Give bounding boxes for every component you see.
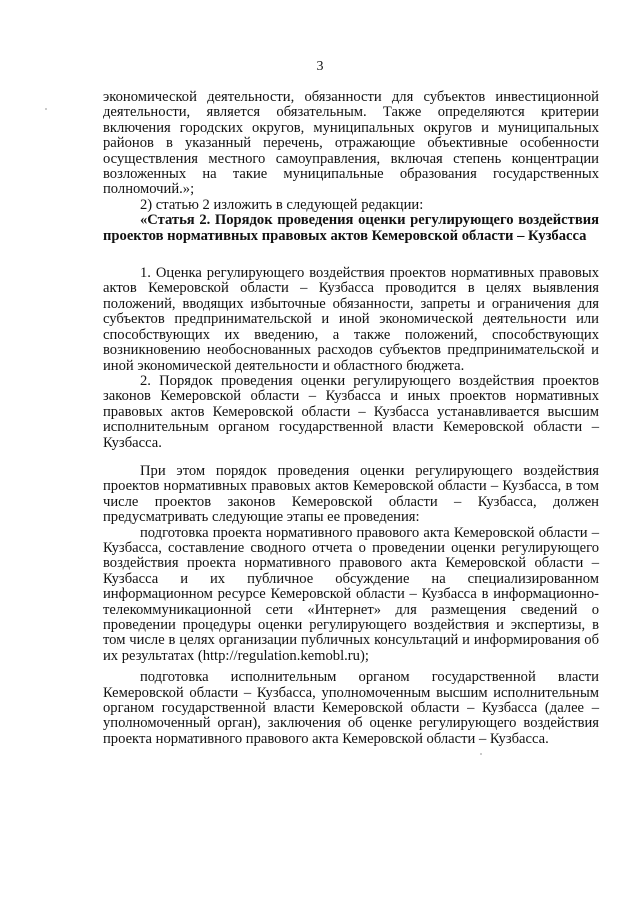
document-body [103,90,599,747]
paragraph-clause-2: 2. Порядок проведения оценки регулирующего воздействия проектов законов Кемеровской области – Кузбасса и иных проектов нормативных правовых актов Кемеровской области – Кузбасса устанавливается высшим исполнительным органом государственной власти Кемеровской области – Кузбасса. [103,372,599,451]
paragraph-procedure-intro: При этом порядок проведения оценки регулирующего воздействия проектов нормативных правовых актов Кемеровской области – Кузбасса, в том числе проектов законов Кемеровской области – Кузбасса, должен предусматривать следующие этапы ее проведения: [103,462,599,526]
scan-speck [480,753,482,755]
paragraph-clause-1: 1. Оценка регулирующего воздействия проектов нормативных правовых актов Кемеровской области – Кузбасса проводится в целях выявления положений, вводящих избыточные обязанности, запреты и ограничения для субъектов предпринимательской и иной экономической деятельности или способствующих их введению, а также положений, способствующих возникновению необоснованных расходов субъектов предпринимательской и иной экономической деятельности и областного бюджета. [103,265,599,374]
paragraph-stage-1: подготовка проекта нормативного правового акта Кемеровской области – Кузбасса, составление сводного отчета о проведении оценки регулирующего воздействия проекта нормативного правового акта Кемеровской области – Кузбасса и их публичное обсуждение на специализированном информационном ресурсе Кемеровской области – Кузбасса в информационно-телекоммуникационной сети «Интернет» для размещения сведений о проведении процедуры оценки регулирующего воздействия и экспертизы, в том числе в целях организации публичных консультаций и информирования об их результатах (http://regulation.kemobl.ru); [103,524,599,664]
scan-speck [45,108,47,110]
page-number: 3 [316,59,324,74]
paragraph-stage-2: подготовка исполнительным органом государственной власти Кемеровской области – Кузбасса, уполномоченным высшим исполнительным органом государственной власти Кемеровской области – Кузбасса (далее – уполномоченный орган), заключения об оценке регулирующего воздействия проекта нормативного правового акта Кемеровской области – Кузбасса. [103,669,599,747]
paragraph-amendment-item: 2) статью 2 изложить в следующей редакции: [140,196,424,213]
article-heading: «Статья 2. Порядок проведения оценки регулирующего воздействия проектов нормативных правовых актов Кемеровской области – Кузбасса [103,212,599,244]
paragraph-continuation: экономической деятельности, обязанности для субъектов инвестиционной деятельности, является обязательным. Также определяются критерии включения городских округов, муниципальных округов и муниципальных районов в указанный перечень, отражающие объективные особенности осуществления местного самоуправления, включая степень концентрации возложенных на такие муниципальные образования государственных полномочий.»; [103,89,599,198]
